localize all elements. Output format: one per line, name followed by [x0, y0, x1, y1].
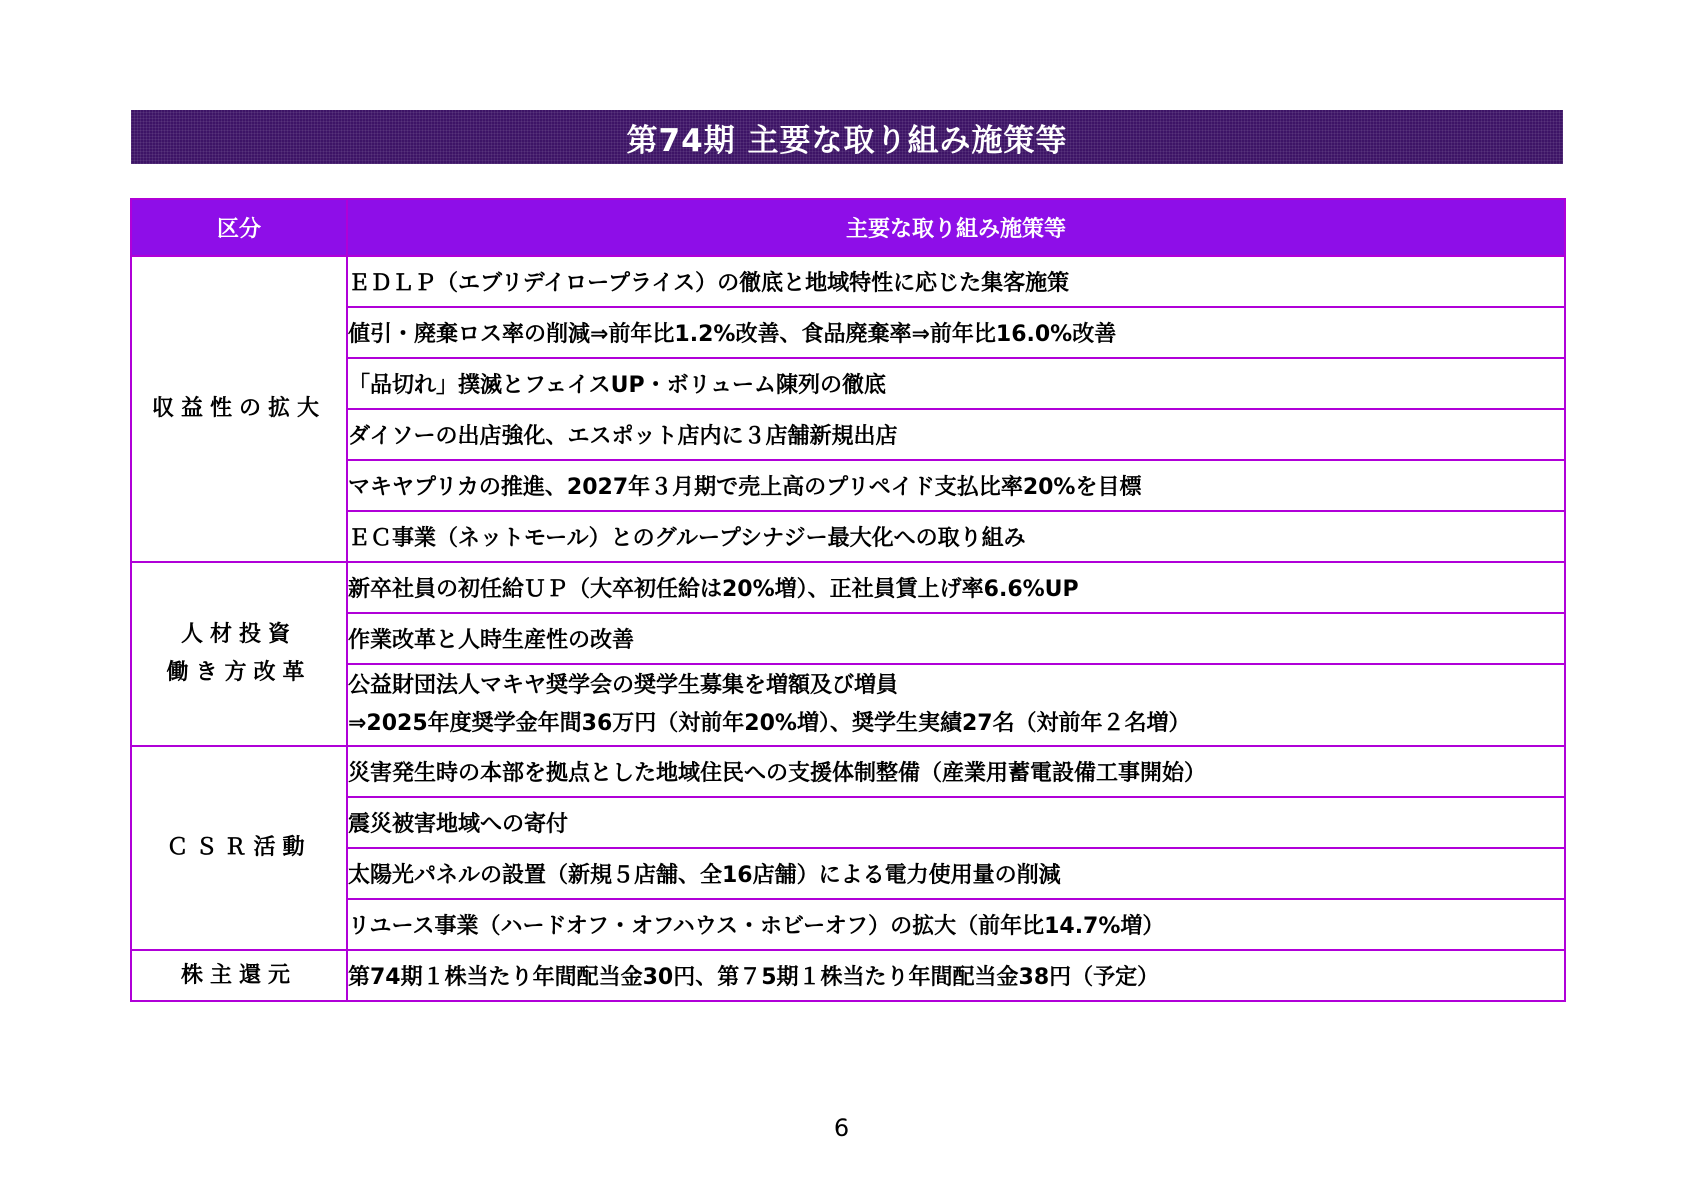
measure-cell: [347, 899, 1565, 950]
table-row: [131, 950, 1565, 1001]
measure-cell: [347, 409, 1565, 460]
measure-text: ⇒2025年度奨学金年間36万円（対前年20%増）、奨学生実績27名（対前年２名増）: [348, 711, 1191, 736]
measure-text: 第74期１株当たり年間配当金30円、第７5期１株当たり年間配当金38円（予定）: [348, 965, 1160, 990]
measure-text: 災害発生時の本部を拠点とした地域住民への支援体制整備（産業用蓄電設備工事開始）: [348, 761, 1207, 786]
measure-text: 「品切れ」撲滅とフェイスUP・ボリューム陳列の徹底: [348, 373, 887, 398]
measure-text: 作業改革と人時生産性の改善: [348, 628, 635, 653]
measure-cell: [347, 664, 1565, 746]
page-number: 6: [833, 1114, 850, 1142]
table-row: [131, 899, 1565, 950]
category-cell: [131, 256, 347, 562]
measure-text: ＥＣ事業（ネットモール）とのグループシナジー最大化への取り組み: [348, 526, 1026, 551]
measure-text: ＥＤＬＰ（エブリデイロープライス）の徹底と地域特性に応じた集客施策: [348, 271, 1070, 296]
measure-text: 太陽光パネルの設置（新規５店舗、全16店舗）による電力使用量の削減: [348, 863, 1061, 888]
measure-text: マキヤプリカの推進、2027年３月期で売上高のプリペイド支払比率20%を目標: [348, 475, 1142, 500]
category-cell: [131, 562, 347, 746]
measure-cell: [347, 848, 1565, 899]
category-label: 収益性の拡大: [151, 396, 326, 421]
table-row: [131, 613, 1565, 664]
measure-cell: [347, 746, 1565, 797]
table-body: [131, 256, 1565, 1001]
page-title: 第74期 主要な取り組み施策等: [626, 122, 1068, 159]
category-label: ＣＳＲ活動: [166, 835, 312, 860]
header-measures: 主要な取り組み施策等: [347, 199, 1565, 256]
measure-cell: [347, 460, 1565, 511]
title-bar: [131, 110, 1563, 164]
measure-text: 新卒社員の初任給ＵＰ（大卒初任給は20%増）、正社員賃上げ率6.6%UP: [348, 577, 1079, 602]
measure-cell: [347, 950, 1565, 1001]
table-row: [131, 460, 1565, 511]
measure-cell: [347, 797, 1565, 848]
measure-cell: [347, 562, 1565, 613]
table-row: [131, 746, 1565, 797]
table-row: [131, 256, 1565, 307]
table-row: [131, 358, 1565, 409]
table-row: [131, 409, 1565, 460]
measure-text: ダイソーの出店強化、エスポット店内に３店舗新規出店: [348, 424, 898, 449]
category-label: 人材投資: [180, 622, 297, 647]
category-cell: [131, 746, 347, 950]
table-row: [131, 307, 1565, 358]
measure-text: リユース事業（ハードオフ・オフハウス・ホビーオフ）の拡大（前年比14.7%増）: [348, 914, 1165, 939]
measure-cell: [347, 613, 1565, 664]
measure-text: 公益財団法人マキヤ奨学会の奨学生募集を増額及び増員: [348, 673, 899, 698]
measure-cell: [347, 358, 1565, 409]
table-row: [131, 562, 1565, 613]
measure-cell: [347, 511, 1565, 562]
table-row: [131, 797, 1565, 848]
measure-text: 震災被害地域への寄付: [348, 812, 569, 837]
measure-text: 値引・廃棄ロス率の削減⇒前年比1.2%改善、食品廃棄率⇒前年比16.0%改善: [348, 322, 1117, 347]
table-row: [131, 848, 1565, 899]
header-category: 区分: [131, 199, 347, 256]
category-cell: [131, 950, 347, 1001]
measure-cell: [347, 307, 1565, 358]
measure-cell: [347, 256, 1565, 307]
table-row: [131, 664, 1565, 746]
table-header-row: [131, 199, 1565, 256]
measures-table: [130, 198, 1566, 1002]
category-label: 働き方改革: [166, 660, 312, 685]
table-row: [131, 511, 1565, 562]
category-label: 株主還元: [180, 962, 297, 988]
